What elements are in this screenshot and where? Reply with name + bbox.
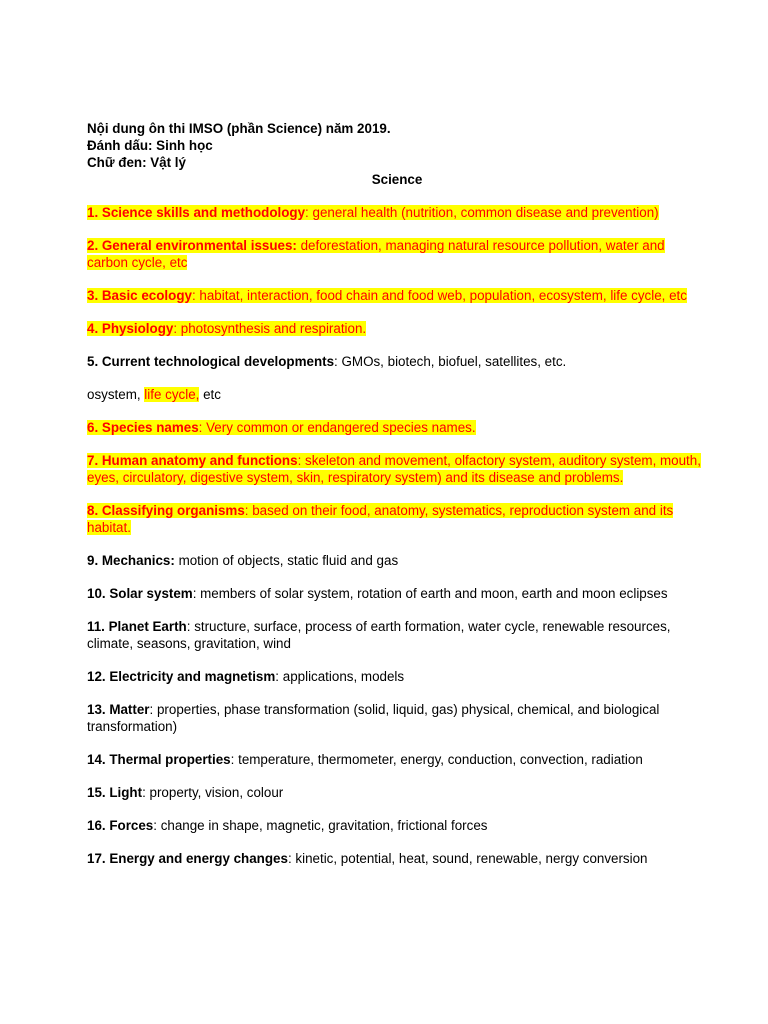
- topic-separator: :: [153, 818, 161, 833]
- topic-heading: 9. Mechanics:: [87, 553, 175, 568]
- topic-item-4: [87, 320, 707, 337]
- doc-header-line-3: Chữ đen: Vật lý: [87, 155, 186, 170]
- topic-heading: 14. Thermal properties: [87, 752, 231, 767]
- topic-separator: :: [275, 669, 283, 684]
- topic-separator: :: [244, 503, 253, 518]
- topic-item-7: [87, 452, 707, 486]
- topic-heading: 1. Science skills and methodology: [87, 205, 306, 220]
- topic-item-10: [87, 585, 707, 602]
- topic-description: kinetic, potential, heat, sound, renewable, nergy conversion: [295, 851, 648, 866]
- topic-description: property, vision, colour: [149, 785, 284, 800]
- topic-separator: :: [198, 420, 207, 435]
- topic-separator: :: [173, 321, 181, 336]
- stray-text-line: [87, 386, 707, 403]
- highlighted-text: [87, 420, 476, 435]
- highlighted-text: [87, 238, 665, 270]
- doc-header-line-2: Đánh dấu: Sinh học: [87, 138, 213, 153]
- topic-item-16: [87, 817, 707, 834]
- topic-heading: 5. Current technological developments: [87, 354, 335, 369]
- topic-description: photosynthesis and respiration.: [180, 321, 367, 336]
- highlighted-text: life cycle,: [144, 387, 200, 402]
- topic-description: applications, models: [282, 669, 405, 684]
- topic-separator: :: [287, 851, 296, 866]
- topic-item-2: [87, 237, 707, 271]
- stray-text-pre: osystem,: [87, 387, 145, 402]
- topic-separator: :: [305, 205, 313, 220]
- topic-separator: :: [149, 702, 157, 717]
- topic-item-5: [87, 353, 707, 370]
- topic-item-12: [87, 668, 707, 685]
- topic-description: deforestation, managing natural resource pollution, water and carbon cycle, etc: [87, 238, 665, 270]
- topic-item-14: [87, 751, 707, 768]
- highlighted-text: [87, 288, 687, 303]
- highlighted-text: [87, 503, 673, 535]
- topic-heading: 3. Basic ecology: [87, 288, 192, 303]
- topic-item-8: [87, 502, 707, 536]
- topic-description: GMOs, biotech, biofuel, satellites, etc.: [341, 354, 567, 369]
- topic-description: skeleton and movement, olfactory system, auditory system, mouth, eyes, circulatory, digestive system, skin, respiratory system) and its disease and problems.: [87, 453, 701, 485]
- topic-separator: :: [142, 785, 150, 800]
- doc-header-line-1: Nội dung ôn thi IMSO (phần Science) năm 2019.: [87, 121, 391, 136]
- section-title: Science: [371, 172, 423, 187]
- topic-item-13: [87, 701, 707, 735]
- highlighted-text: [87, 453, 701, 485]
- topic-item-15: [87, 784, 707, 801]
- highlighted-text: [87, 321, 366, 336]
- topic-description: habitat, interaction, food chain and food web, population, ecosystem, life cycle, etc: [199, 288, 687, 303]
- topic-description: based on their food, anatomy, systematics, reproduction system and its habitat.: [87, 503, 674, 535]
- topic-heading: 17. Energy and energy changes: [87, 851, 288, 866]
- topic-description: Very common or endangered species names.: [206, 420, 476, 435]
- topic-item-9: [87, 552, 707, 569]
- topic-description: members of solar system, rotation of earth and moon, earth and moon eclipses: [200, 586, 668, 601]
- topic-heading: 15. Light: [87, 785, 143, 800]
- topic-heading: 7. Human anatomy and functions: [87, 453, 298, 468]
- stray-text-post: etc: [199, 387, 221, 402]
- topic-description: motion of objects, static fluid and gas: [178, 553, 399, 568]
- topic-separator: :: [186, 619, 195, 634]
- topic-item-6: [87, 419, 707, 436]
- topic-item-1: [87, 204, 707, 221]
- topic-separator: :: [191, 288, 200, 303]
- topic-description: properties, phase transformation (solid, liquid, gas) physical, chemical, and biological transformation): [87, 702, 660, 734]
- topic-description: structure, surface, process of earth formation, water cycle, renewable resources, climate, seasons, gravitation, wind: [87, 619, 671, 651]
- topic-heading: 13. Matter: [87, 702, 150, 717]
- topic-heading: 8. Classifying organisms: [87, 503, 245, 518]
- topic-description: temperature, thermometer, energy, conduction, convection, radiation: [238, 752, 643, 767]
- topic-heading: 12. Electricity and magnetism: [87, 669, 276, 684]
- topic-heading: 6. Species names: [87, 420, 199, 435]
- topic-heading: 11. Planet Earth: [87, 619, 187, 634]
- topic-heading: 16. Forces: [87, 818, 154, 833]
- topic-heading: 2. General environmental issues:: [87, 238, 297, 253]
- topic-description: general health (nutrition, common disease and prevention): [312, 205, 659, 220]
- topic-item-11: [87, 618, 707, 652]
- document-page: [87, 120, 707, 883]
- topic-heading: 10. Solar system: [87, 586, 193, 601]
- topic-separator: :: [230, 752, 239, 767]
- topic-heading: 4. Physiology: [87, 321, 174, 336]
- topic-separator: :: [297, 453, 306, 468]
- topic-item-17: [87, 850, 707, 867]
- topic-description: change in shape, magnetic, gravitation, frictional forces: [160, 818, 488, 833]
- topic-separator: :: [192, 586, 201, 601]
- topic-separator: :: [334, 354, 342, 369]
- topic-item-3: [87, 287, 707, 304]
- highlighted-text: [87, 205, 659, 220]
